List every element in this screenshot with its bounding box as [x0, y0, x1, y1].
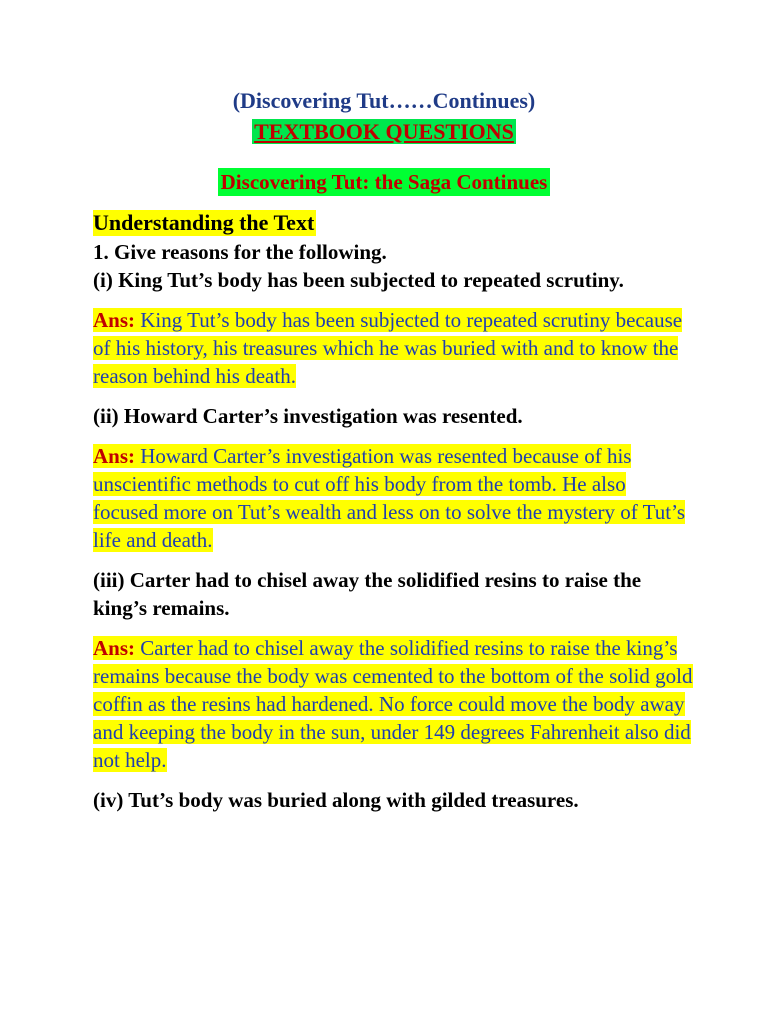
chapter-title	[0, 170, 768, 195]
question-1: (i) King Tut’s body has been subjected to repeated scrutiny.	[93, 268, 624, 292]
instruction-text: 1. Give reasons for the following.	[93, 240, 387, 264]
answer-text: King Tut’s body has been subjected to repeated scrutiny because of his history, his treasures which he was buried with and to know the reason behind his death.	[93, 308, 683, 388]
answer-1	[93, 306, 693, 390]
question-2: (ii) Howard Carter’s investigation was resented.	[93, 404, 523, 428]
answer-text: Howard Carter’s investigation was resented because of his unscientific methods to cut off his body from the tomb. He also focused more on Tut’s wealth and less on to solve the mystery of Tut’s life and death.	[93, 444, 686, 552]
answer-text: Carter had to chisel away the solidified resins to raise the king’s remains because the body was cemented to the bottom of the solid gold coffin as the resins had hardened. No force could move the body away and keeping the body in the sun, under 149 degrees Fahrenheit also did not help.	[93, 636, 693, 772]
question-4: (iv) Tut’s body was buried along with gilded treasures.	[93, 788, 579, 812]
answer-label: Ans:	[93, 636, 136, 660]
page-title: (Discovering Tut……Continues)	[232, 88, 536, 113]
question-3: (iii) Carter had to chisel away the solidified resins to raise the king’s remains.	[93, 568, 642, 620]
section-title	[0, 119, 768, 145]
section-heading: Understanding the Text	[93, 210, 315, 235]
chapter-title-text: Discovering Tut: the Saga Continues	[218, 168, 551, 196]
answer-label: Ans:	[93, 444, 136, 468]
section-title-text: TEXTBOOK QUESTIONS	[254, 119, 514, 144]
answer-label: Ans:	[93, 308, 136, 332]
content-body	[93, 210, 693, 814]
answer-2	[93, 442, 693, 554]
answer-3	[93, 634, 693, 774]
